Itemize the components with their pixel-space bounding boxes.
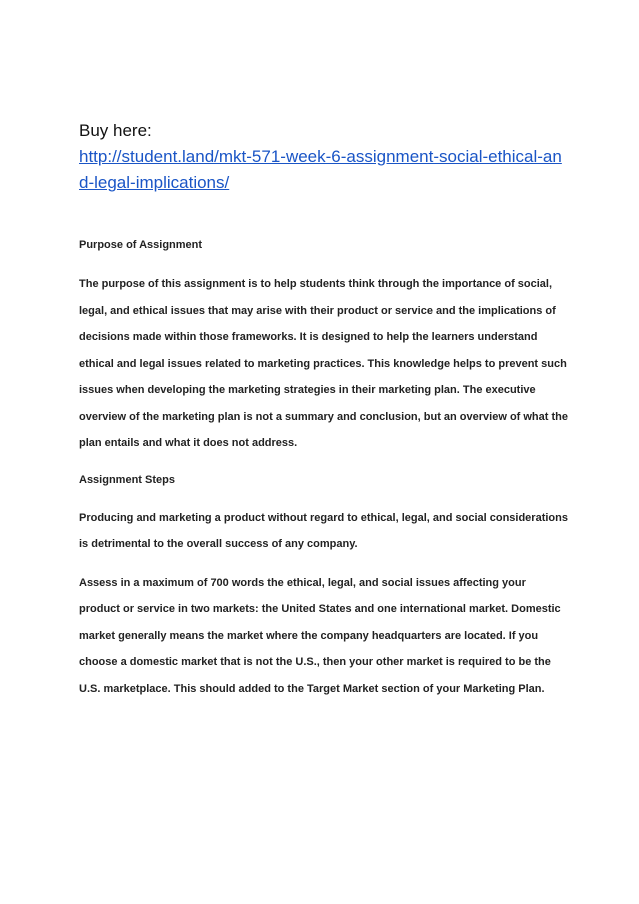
document-content xyxy=(79,118,569,702)
buy-here-label: Buy here: xyxy=(79,121,152,140)
steps-paragraph-2: Assess in a maximum of 700 words the ethical, legal, and social issues affecting your product or service in two markets: the United States and one international market. Domestic market generally means the market where the company headquarters are located. If you choose a domestic market that is not the U.S., then your other market is required to be the U.S. marketplace. This should added to the Target Market section of your Marketing Plan. xyxy=(79,576,561,695)
purpose-heading: Purpose of Assignment xyxy=(79,239,203,251)
purchase-link[interactable]: http://student.land/mkt-571-week-6-assignment-social-ethical-and-legal-implications/ xyxy=(79,147,562,192)
steps-paragraph-1: Producing and marketing a product without regard to ethical, legal, and social considerations is detrimental to the overall success of any company. xyxy=(79,511,568,550)
purpose-paragraph: The purpose of this assignment is to help students think through the importance of social, legal, and ethical issues that may arise with their product or service and the implications of decisions made within those frameworks. It is designed to help the learners understand ethical and legal issues related to marketing practices. This knowledge helps to prevent such issues when developing the marketing strategies in their marketing plan. The executive overview of the marketing plan is not a summary and conclusion, but an overview of what the plan entails and what it does not address. xyxy=(79,278,568,449)
steps-heading: Assignment Steps xyxy=(79,473,175,486)
